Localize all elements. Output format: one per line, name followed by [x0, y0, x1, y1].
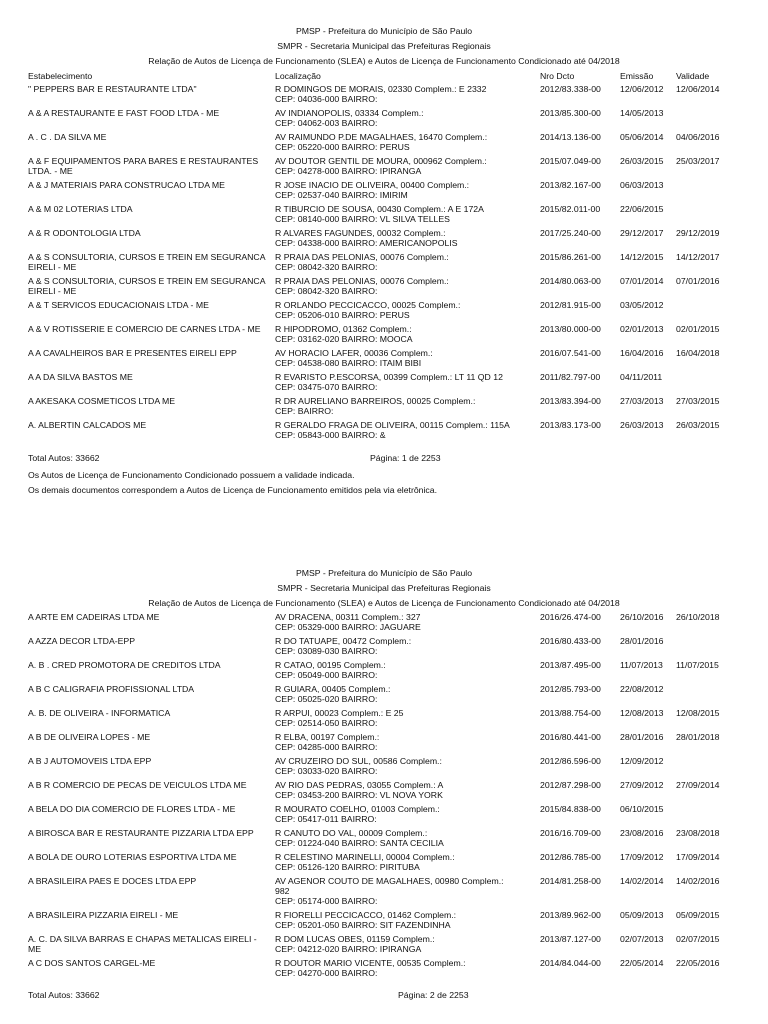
address-line: R EVARISTO P.ESCORSA, 00399 Complem.: LT 11 QD 12 [275, 372, 503, 382]
localizacao-cell [275, 660, 537, 680]
cep-bairro-line: CEP: 05126-120 BAIRRO: PIRITUBA [275, 862, 420, 872]
table-row [0, 420, 768, 444]
cep-bairro-line: CEP: BAIRRO: [275, 406, 334, 416]
cep-bairro-line: CEP: 03089-030 BAIRRO: [275, 646, 378, 656]
table-row [0, 756, 768, 780]
emissao-cell: 14/02/2014 [620, 876, 664, 886]
table-row [0, 708, 768, 732]
emissao-cell: 23/08/2016 [620, 828, 664, 838]
report-page-2 [0, 568, 768, 1004]
nro-dcto-cell: 2014/13.136-00 [540, 132, 601, 142]
table-row [0, 852, 768, 876]
emissao-cell: 22/08/2012 [620, 684, 664, 694]
validade-cell: 02/07/2015 [676, 934, 720, 944]
validade-cell: 26/03/2015 [676, 420, 720, 430]
nro-dcto-cell: 2016/80.433-00 [540, 636, 601, 646]
emissao-cell: 29/12/2017 [620, 228, 664, 238]
validade-cell: 04/06/2016 [676, 132, 720, 142]
nro-dcto-cell: 2015/86.261-00 [540, 252, 601, 262]
table-row [0, 876, 768, 910]
cep-bairro-line: CEP: 05201-050 BAIRRO: SIT FAZENDINHA [275, 920, 451, 930]
emissao-cell: 22/06/2015 [620, 204, 664, 214]
table-row [0, 636, 768, 660]
localizacao-cell [275, 828, 537, 848]
address-line: AV HORACIO LAFER, 00036 Complem.: [275, 348, 433, 358]
cep-bairro-line: CEP: 05417-011 BAIRRO: [275, 814, 377, 824]
total-autos: Total Autos: 33662 [28, 453, 100, 463]
table-row [0, 396, 768, 420]
address-line: AV AGENOR COUTO DE MAGALHAES, 00980 Complem.: [275, 876, 504, 886]
table-row [0, 910, 768, 934]
validade-cell: 14/12/2017 [676, 252, 720, 262]
table-row [0, 732, 768, 756]
localizacao-cell [275, 684, 537, 704]
nro-dcto-cell: 2015/82.011-00 [540, 204, 601, 214]
column-header-localizacao: Localização [275, 71, 321, 81]
address-line: R DO TATUAPE, 00472 Complem.: [275, 636, 412, 646]
emissao-cell: 05/09/2013 [620, 910, 664, 920]
nro-dcto-cell: 2016/07.541-00 [540, 348, 601, 358]
cep-bairro-line: CEP: 04538-080 BAIRRO: ITAIM BIBI [275, 358, 422, 368]
address-line: R GUIARA, 00405 Complem.: [275, 684, 391, 694]
estabelecimento-cell: A A CAVALHEIROS BAR E PRESENTES EIRELI EPP [28, 348, 237, 358]
localizacao-cell [275, 180, 537, 200]
estabelecimento-cell: " PEPPERS BAR E RESTAURANTE LTDA" [28, 84, 197, 94]
emissao-cell: 11/07/2013 [620, 660, 663, 670]
localizacao-cell [275, 876, 537, 906]
estabelecimento-cell: A & F EQUIPAMENTOS PARA BARES E RESTAURANTES LTDA. - ME [28, 156, 259, 176]
localizacao-cell [275, 780, 537, 800]
localizacao-cell [275, 636, 537, 656]
localizacao-cell [275, 612, 537, 632]
address-line: R ORLANDO PECCICACCO, 00025 Complem.: [275, 300, 461, 310]
validade-cell: 29/12/2019 [676, 228, 720, 238]
cep-bairro-line: CEP: 04338-000 BAIRRO: AMERICANOPOLIS [275, 238, 458, 248]
address-line: R JOSE INACIO DE OLIVEIRA, 00400 Complem.: [275, 180, 470, 190]
emissao-cell: 12/06/2012 [620, 84, 664, 94]
estabelecimento-cell: A & S CONSULTORIA, CURSOS E TREIN EM SEGURANCA EIRELI - ME [28, 276, 266, 296]
localizacao-cell [275, 156, 537, 176]
nro-dcto-cell: 2012/83.338-00 [540, 84, 601, 94]
table-row [0, 204, 768, 228]
emissao-cell: 26/03/2013 [620, 420, 664, 430]
cep-bairro-line: CEP: 04036-000 BAIRRO: [275, 94, 378, 104]
cep-bairro-line: CEP: 03475-070 BAIRRO: [275, 382, 378, 392]
validade-cell: 12/06/2014 [676, 84, 720, 94]
address-line: R GERALDO FRAGA DE OLIVEIRA, 00115 Complem.: 115A [275, 420, 510, 430]
emissao-cell: 02/01/2013 [620, 324, 664, 334]
estabelecimento-cell: A AKESAKA COSMETICOS LTDA ME [28, 396, 176, 406]
nro-dcto-cell: 2013/80.000-00 [540, 324, 601, 334]
cep-bairro-line: CEP: 04285-000 BAIRRO: [275, 742, 378, 752]
validade-cell: 27/09/2014 [676, 780, 720, 790]
report-header-org: PMSP - Prefeitura do Município de São Paulo [295, 26, 473, 36]
nro-dcto-cell: 2013/82.167-00 [540, 180, 601, 190]
table-row [0, 300, 768, 324]
estabelecimento-cell: A B DE OLIVEIRA LOPES - ME [28, 732, 151, 742]
nro-dcto-cell: 2016/26.474-00 [540, 612, 601, 622]
address-line: R CELESTINO MARINELLI, 00004 Complem.: [275, 852, 455, 862]
nro-dcto-cell: 2012/86.596-00 [540, 756, 601, 766]
nro-dcto-cell: 2012/81.915-00 [540, 300, 601, 310]
table-row [0, 828, 768, 852]
estabelecimento-cell: A C DOS SANTOS CARGEL-ME [28, 958, 156, 968]
validade-cell: 27/03/2015 [676, 396, 720, 406]
address-line: R PRAIA DAS PELONIAS, 00076 Complem.: [275, 252, 449, 262]
address-line: R FIORELLI PECCICACCO, 01462 Complem.: [275, 910, 457, 920]
emissao-cell: 14/12/2015 [620, 252, 664, 262]
address-line: R TIBURCIO DE SOUSA, 00430 Complem.: A E 172A [275, 204, 484, 214]
nro-dcto-cell: 2016/80.441-00 [540, 732, 601, 742]
table-row [0, 324, 768, 348]
estabelecimento-cell: A. C. DA SILVA BARRAS E CHAPAS METALICAS EIRELI - ME [28, 934, 257, 954]
column-header-emissao: Emissão [620, 71, 654, 81]
estabelecimento-cell: A & R ODONTOLOGIA LTDA [28, 228, 141, 238]
localizacao-cell [275, 84, 537, 104]
nro-dcto-cell: 2013/83.394-00 [540, 396, 601, 406]
estabelecimento-cell: A A DA SILVA BASTOS ME [28, 372, 133, 382]
table-row [0, 156, 768, 180]
localizacao-cell [275, 910, 537, 930]
address-line-cont: 982 [275, 886, 290, 896]
nro-dcto-cell: 2016/16.709-00 [540, 828, 601, 838]
validade-cell: 17/09/2014 [676, 852, 720, 862]
table-row [0, 228, 768, 252]
cep-bairro-line: CEP: 02514-050 BAIRRO: [275, 718, 378, 728]
cep-bairro-line: CEP: 05206-010 BAIRRO: PERUS [275, 310, 410, 320]
table-row [0, 934, 768, 958]
emissao-cell: 05/06/2014 [620, 132, 664, 142]
page-number: Página: 2 de 2253 [398, 990, 469, 1000]
table-row [0, 958, 768, 982]
localizacao-cell [275, 228, 537, 248]
column-header-estabelecimento: Estabelecimento [28, 71, 93, 81]
report-header-secretaria: SMPR - Secretaria Municipal das Prefeituras Regionais [277, 41, 491, 51]
table-row [0, 612, 768, 636]
cep-bairro-line: CEP: 05049-000 BAIRRO: [275, 670, 378, 680]
address-line: AV RAIMUNDO P.DE MAGALHAES, 16470 Complem.: [275, 132, 488, 142]
localizacao-cell [275, 204, 537, 224]
emissao-cell: 22/05/2014 [620, 958, 664, 968]
emissao-cell: 06/10/2015 [620, 804, 664, 814]
cep-bairro-line: CEP: 04062-003 BAIRRO: [275, 118, 378, 128]
validade-cell: 02/01/2015 [676, 324, 720, 334]
validade-cell: 05/09/2015 [676, 910, 720, 920]
localizacao-cell [275, 132, 537, 152]
cep-bairro-line: CEP: 03033-020 BAIRRO: [275, 766, 378, 776]
report-header-secretaria: SMPR - Secretaria Municipal das Prefeituras Regionais [277, 583, 491, 593]
estabelecimento-cell: A BELA DO DIA COMERCIO DE FLORES LTDA - ME [28, 804, 236, 814]
cep-bairro-line: CEP: 05329-000 BAIRRO: JAGUARE [275, 622, 421, 632]
total-autos: Total Autos: 33662 [28, 990, 100, 1000]
table-row [0, 780, 768, 804]
estabelecimento-cell: A BRASILEIRA PIZZARIA EIRELI - ME [28, 910, 179, 920]
address-line: R PRAIA DAS PELONIAS, 00076 Complem.: [275, 276, 449, 286]
nro-dcto-cell: 2013/85.300-00 [540, 108, 601, 118]
column-headers [0, 70, 768, 84]
estabelecimento-cell: A & V ROTISSERIE E COMERCIO DE CARNES LTDA - ME [28, 324, 261, 334]
emissao-cell: 14/05/2013 [620, 108, 664, 118]
localizacao-cell [275, 300, 537, 320]
table-row [0, 252, 768, 276]
emissao-cell: 27/03/2013 [620, 396, 664, 406]
address-line: AV CRUZEIRO DO SUL, 00586 Complem.: [275, 756, 442, 766]
emissao-cell: 26/10/2016 [620, 612, 664, 622]
estabelecimento-cell: A & J MATERIAIS PARA CONSTRUCAO LTDA ME [28, 180, 225, 190]
table-row [0, 372, 768, 396]
address-line: AV INDIANOPOLIS, 03334 Complem.: [275, 108, 424, 118]
nro-dcto-cell: 2014/84.044-00 [540, 958, 601, 968]
cep-bairro-line: CEP: 05174-000 BAIRRO: [275, 896, 378, 906]
footnote-eletronica: Os demais documentos correspondem a Autos de Licença de Funcionamento emitidos pela via eletrônica. [28, 485, 438, 495]
localizacao-cell [275, 276, 537, 296]
cep-bairro-line: CEP: 05843-000 BAIRRO: & [275, 430, 386, 440]
localizacao-cell [275, 324, 537, 344]
estabelecimento-cell: A & A RESTAURANTE E FAST FOOD LTDA - ME [28, 108, 220, 118]
emissao-cell: 02/07/2013 [620, 934, 664, 944]
estabelecimento-cell: A AZZA DECOR LTDA-EPP [28, 636, 136, 646]
column-header-validade: Validade [676, 71, 710, 81]
emissao-cell: 07/01/2014 [620, 276, 664, 286]
validade-cell: 16/04/2018 [676, 348, 720, 358]
table-row [0, 660, 768, 684]
page-number: Página: 1 de 2253 [370, 453, 441, 463]
address-line: R HIPODROMO, 01362 Complem.: [275, 324, 412, 334]
nro-dcto-cell: 2013/83.173-00 [540, 420, 601, 430]
validade-cell: 28/01/2018 [676, 732, 720, 742]
report-header-title: Relação de Autos de Licença de Funcionamento (SLEA) e Autos de Licença de Funcionamento Condicionado até 04/2018 [148, 56, 620, 66]
address-line: R MOURATO COELHO, 01003 Complem.: [275, 804, 440, 814]
column-header-nro-dcto: Nro Dcto [540, 71, 575, 81]
report-header-org: PMSP - Prefeitura do Município de São Paulo [295, 568, 473, 578]
emissao-cell: 06/03/2013 [620, 180, 664, 190]
table-row [0, 180, 768, 204]
emissao-cell: 28/01/2016 [620, 636, 664, 646]
address-line: R DOUTOR MARIO VICENTE, 00535 Complem.: [275, 958, 466, 968]
estabelecimento-cell: A BOLA DE OURO LOTERIAS ESPORTIVA LTDA ME [28, 852, 237, 862]
localizacao-cell [275, 958, 537, 978]
nro-dcto-cell: 2013/88.754-00 [540, 708, 601, 718]
emissao-cell: 12/08/2013 [620, 708, 664, 718]
nro-dcto-cell: 2017/25.240-00 [540, 228, 601, 238]
page-footer [0, 990, 768, 1004]
footnote-validade: Os Autos de Licença de Funcionamento Condicionado possuem a validade indicada. [28, 470, 355, 480]
page-footer [0, 453, 768, 467]
table-row [0, 348, 768, 372]
localizacao-cell [275, 348, 537, 368]
nro-dcto-cell: 2011/82.797-00 [540, 372, 601, 382]
emissao-cell: 27/09/2012 [620, 780, 664, 790]
table-row [0, 84, 768, 108]
address-line: AV DRACENA, 00311 Complem.: 327 [275, 612, 421, 622]
nro-dcto-cell: 2015/84.838-00 [540, 804, 601, 814]
address-line: R DR AURELIANO BARREIROS, 00025 Complem.: [275, 396, 476, 406]
nro-dcto-cell: 2013/87.127-00 [540, 934, 601, 944]
table-row [0, 684, 768, 708]
estabelecimento-cell: A & T SERVICOS EDUCACIONAIS LTDA - ME [28, 300, 209, 310]
cep-bairro-line: CEP: 04278-000 BAIRRO: IPIRANGA [275, 166, 422, 176]
localizacao-cell [275, 396, 537, 416]
nro-dcto-cell: 2012/86.785-00 [540, 852, 601, 862]
emissao-cell: 03/05/2012 [620, 300, 664, 310]
localizacao-cell [275, 756, 537, 776]
emissao-cell: 12/09/2012 [620, 756, 664, 766]
validade-cell: 26/10/2018 [676, 612, 720, 622]
localizacao-cell [275, 732, 537, 752]
table-row [0, 804, 768, 828]
localizacao-cell [275, 934, 537, 954]
records-list [0, 612, 768, 982]
localizacao-cell [275, 852, 537, 872]
localizacao-cell [275, 420, 537, 440]
validade-cell: 23/08/2018 [676, 828, 720, 838]
address-line: R CATAO, 00195 Complem.: [275, 660, 386, 670]
address-line: R DOM LUCAS OBES, 01159 Complem.: [275, 934, 435, 944]
estabelecimento-cell: A. B . CRED PROMOTORA DE CREDITOS LTDA [28, 660, 221, 670]
localizacao-cell [275, 708, 537, 728]
address-line: R DOMINGOS DE MORAIS, 02330 Complem.: E 2332 [275, 84, 487, 94]
address-line: R ARPUI, 00023 Complem.: E 25 [275, 708, 404, 718]
cep-bairro-line: CEP: 05220-000 BAIRRO: PERUS [275, 142, 410, 152]
address-line: R CANUTO DO VAL, 00009 Complem.: [275, 828, 428, 838]
table-row [0, 108, 768, 132]
validade-cell: 07/01/2016 [676, 276, 720, 286]
nro-dcto-cell: 2015/07.049-00 [540, 156, 601, 166]
cep-bairro-line: CEP: 04212-020 BAIRRO: IPIRANGA [275, 944, 422, 954]
nro-dcto-cell: 2012/87.298-00 [540, 780, 601, 790]
estabelecimento-cell: A BRASILEIRA PAES E DOCES LTDA EPP [28, 876, 197, 886]
nro-dcto-cell: 2012/85.793-00 [540, 684, 601, 694]
records-list [0, 84, 768, 444]
cep-bairro-line: CEP: 03453-200 BAIRRO: VL NOVA YORK [275, 790, 443, 800]
estabelecimento-cell: A B C CALIGRAFIA PROFISSIONAL LTDA [28, 684, 195, 694]
cep-bairro-line: CEP: 05025-020 BAIRRO: [275, 694, 378, 704]
table-row [0, 132, 768, 156]
localizacao-cell [275, 108, 537, 128]
validade-cell: 12/08/2015 [676, 708, 720, 718]
emissao-cell: 04/11/2011 [620, 372, 663, 382]
nro-dcto-cell: 2013/89.962-00 [540, 910, 601, 920]
validade-cell: 22/05/2016 [676, 958, 720, 968]
nro-dcto-cell: 2014/81.258-00 [540, 876, 601, 886]
localizacao-cell [275, 804, 537, 824]
estabelecimento-cell: A BIROSCA BAR E RESTAURANTE PIZZARIA LTDA EPP [28, 828, 254, 838]
nro-dcto-cell: 2014/80.063-00 [540, 276, 601, 286]
address-line: R ALVARES FAGUNDES, 00032 Complem.: [275, 228, 446, 238]
address-line: R ELBA, 00197 Complem.: [275, 732, 380, 742]
estabelecimento-cell: A. B. DE OLIVEIRA - INFORMATICA [28, 708, 171, 718]
report-header-title: Relação de Autos de Licença de Funcionamento (SLEA) e Autos de Licença de Funcionamento Condicionado até 04/2018 [148, 598, 620, 608]
cep-bairro-line: CEP: 04270-000 BAIRRO: [275, 968, 378, 978]
cep-bairro-line: CEP: 01224-040 BAIRRO: SANTA CECILIA [275, 838, 444, 848]
estabelecimento-cell: A B J AUTOMOVEIS LTDA EPP [28, 756, 152, 766]
emissao-cell: 26/03/2015 [620, 156, 664, 166]
estabelecimento-cell: A & S CONSULTORIA, CURSOS E TREIN EM SEGURANCA EIRELI - ME [28, 252, 266, 272]
validade-cell: 25/03/2017 [676, 156, 720, 166]
validade-cell: 14/02/2016 [676, 876, 720, 886]
estabelecimento-cell: A & M 02 LOTERIAS LTDA [28, 204, 133, 214]
validade-cell: 11/07/2015 [676, 660, 719, 670]
emissao-cell: 17/09/2012 [620, 852, 664, 862]
emissao-cell: 28/01/2016 [620, 732, 664, 742]
cep-bairro-line: CEP: 02537-040 BAIRRO: IMIRIM [275, 190, 408, 200]
cep-bairro-line: CEP: 03162-020 BAIRRO: MOOCA [275, 334, 413, 344]
cep-bairro-line: CEP: 08140-000 BAIRRO: VL SILVA TELLES [275, 214, 450, 224]
estabelecimento-cell: A B R COMERCIO DE PECAS DE VEICULOS LTDA ME [28, 780, 247, 790]
report-page-1 [0, 0, 768, 500]
address-line: AV DOUTOR GENTIL DE MOURA, 000962 Complem.: [275, 156, 487, 166]
localizacao-cell [275, 252, 537, 272]
cep-bairro-line: CEP: 08042-320 BAIRRO: [275, 262, 378, 272]
estabelecimento-cell: A ARTE EM CADEIRAS LTDA ME [28, 612, 160, 622]
table-row [0, 276, 768, 300]
nro-dcto-cell: 2013/87.495-00 [540, 660, 601, 670]
estabelecimento-cell: A. ALBERTIN CALCADOS ME [28, 420, 147, 430]
localizacao-cell [275, 372, 537, 392]
cep-bairro-line: CEP: 08042-320 BAIRRO: [275, 286, 378, 296]
estabelecimento-cell: A . C . DA SILVA ME [28, 132, 107, 142]
address-line: AV RIO DAS PEDRAS, 03055 Complem.: A [275, 780, 444, 790]
emissao-cell: 16/04/2016 [620, 348, 664, 358]
